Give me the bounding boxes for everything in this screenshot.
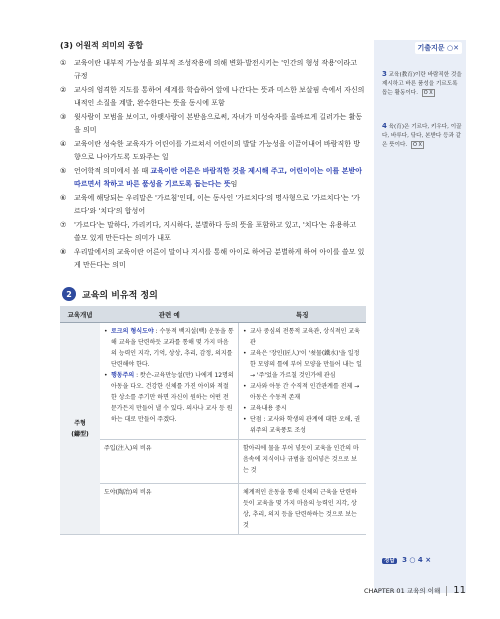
feature-item: • 교사 중심의 전통적 교육관, 상식적인 교육관 [243,326,362,348]
sidebar-header [415,42,462,54]
list-item [60,138,365,164]
answer-tag: 정답 [384,558,395,564]
feature-text: 교사 중심의 전통적 교육관, 상식적인 교육관 [250,328,360,346]
item-text: 교육이란 내부적 가능성을 외부적 조성작용에 의해 변화·발전시키는 '인간의 형성 작용'이라고 규정 [74,59,358,80]
item-number: ③ [60,113,67,121]
ox-checkbox[interactable]: O X [412,142,422,148]
answer-text: 3 ○ 4 × [402,556,432,564]
item-text: 윗사람이 모범을 보이고, 아랫사람이 본받음으로써, 자녀가 미성숙자를 올바르게 길러가는 활동을 의미 [74,113,363,134]
chapter-label: CHAPTER 01 [363,586,405,595]
example-text: : 왓슨-교육만능설(만) 나에게 12명의 아동을 다오. 건강한 신체를 가진 아이와 적절한 상소를 주기만 하면 자신이 원하는 어떤 전문가든지 만들어 낼 수 있다. 의사나 교사 등 원하는 대로 만들어 주겠다. [111,372,234,423]
example-text: : 수동적 백지설(백) 운동을 통해 교육을 단련하듯 교과를 통해 몇 가지 마음의 능력인 지각, 기억, 상상, 추리, 감정, 의지를 단련해야 한다. [111,328,234,368]
item-number: ⑦ [60,221,67,229]
list-item [60,111,365,137]
item-number: ④ [60,140,67,148]
item-number: ② [60,86,67,94]
page-number: 11 [453,585,466,596]
feature-item: • 교육내용 중시 [243,405,287,412]
example-cell: 주입(注入)의 비유 [100,440,239,484]
main-content [60,40,365,273]
list-item [60,165,365,191]
heading-number-badge: 2 [62,287,76,301]
feature-text: 교육내용 중시 [250,405,287,412]
item-text [74,165,365,191]
table-row [60,484,366,535]
example-item: • 로크의 형식도야 : 수동적 백지설(백) 운동을 통해 교육을 단련하듯 교과를 통해 몇 가지 마음의 능력인 지각, 기억, 상상, 추리, 감정, 의지를 단련해야 한다. [104,328,234,368]
feature-cell: 체계적인 운동을 통해 신체의 근육을 단련하듯이 교육을 몇 가지 마음의 능력인 지각, 상상, 추리, 의지 등을 단련하하는 것으로 보는 것 [239,484,367,535]
heading-title: 교육의 비유적 정의 [82,290,158,301]
item-number: ⑤ [60,167,67,175]
item-number: ⑥ [60,194,67,202]
example-item: • 행동주의 : 왓슨-교육만능설(만) 나에게 12명의 아동을 다오. 건강한 신체를 가진 아이와 적절한 상소를 주기만 하면 자신이 원하는 어떤 전문가든지 만들어 낼 수 있다. 의사나 교사 등 원하는 대로 만들어 주겠다. [104,372,234,423]
list-item [60,57,365,83]
section-heading [62,287,158,301]
sidebar-item-text: 육(育)은 기르다, 키우다, 이끌다, 바루다, 닦다, 본받다 등과 같은 뜻이다. [382,124,462,148]
table-row [60,440,366,484]
sidebar-item-text: 교육(教育)이란 바람직한 것을 제시하고 바른 품성을 기르도록 돕는 활동이다. [382,72,462,96]
list-item [60,84,365,110]
item-number: ① [60,59,67,67]
table-header: 특징 [239,306,367,323]
list-item [60,246,365,272]
list-item [60,219,365,245]
item-text: '가르다'는 말하다, 가리키다, 지시하다, 분별하다 등의 뜻을 포함하고 있고, '치다'는 유용하고 쓸모 있게 만든다는 의미가 내포 [74,221,357,242]
table-row [60,323,366,440]
features-cell [239,323,367,440]
section-title: (3) 어원적 의미의 종합 [60,41,144,50]
item-text-post: 임 [230,180,238,188]
table-header-row [60,306,366,323]
page-footer [364,585,466,596]
feature-cell: 함아리에 물을 부어 넣듯이 교육을 인간의 마음속에 지식이나 규범을 집어넣은 것으로 보는 것 [239,440,367,484]
item-number: ⑧ [60,248,67,256]
ox-icon: ○✕ [447,44,459,52]
feature-item: • 교육은 '장인(匠人)'이 '쇳물(鐵水)'을 일정한 모양의 틀에 부어 모양을 만들어 내는 일 → '주'었을 가르칠 것인가에 관심 [243,350,362,379]
list-item [60,192,365,218]
divider [446,586,447,596]
item-text-pre: 언어학적 의미에서 볼 때 [74,167,151,175]
examples-cell [100,323,239,440]
feature-item: • 단점 : 교사와 학생의 관계에 대한 오해, 권위주의 교육풍토 조성 [243,416,361,434]
sidebar-item-number: 4 [382,122,387,130]
sidebar-header-label: 기출지문 [417,44,445,52]
item-text: 교육이란 성숙한 교육자가 어린이를 가르쳐서 어린이의 발달 가능성을 이끌어내어 바람직한 방향으로 나아가도록 도와주는 일 [74,140,360,161]
ox-checkbox[interactable]: O X [423,90,433,96]
definition-table [60,306,366,535]
sidebar-panel [374,40,466,593]
sidebar-item [382,122,464,150]
item-text: 교육에 해당되는 우리말은 '가르침'인데, 이는 동사인 '가르치다'의 명사형으로 '가르치다'는 '가르다'와 '치다'의 합성어 [74,194,360,215]
table-header: 교육개념 [60,306,100,323]
category-cell: 주형 (鑄型) [60,323,100,535]
feature-text: 교육은 '장인(匠人)'이 '쇳물(鐵水)'을 일정한 모양의 틀에 부어 모양을 만들어 내는 일 → '주'었을 가르칠 것인가에 관심 [250,350,362,379]
chapter-title: 교육의 이해 [406,587,441,595]
table-header: 관련 예 [100,306,239,323]
feature-text: 교사와 아동 간 수직적 인간관계를 전제 → 아동은 수동적 존재 [250,383,360,401]
numbered-list [60,57,365,272]
highlighted-text: 교육이란 어른은 바람직한 것을 제시해 주고, 어린이이는 이를 본받아 따르면서 착하고 바른 품성을 기르도록 돕는다는 뜻 [74,167,363,188]
example-title: 행동주의 [111,372,135,379]
answer-key [382,556,431,564]
example-cell: 도야(陶冶)의 비유 [100,484,239,535]
feature-text: 단점 : 교사와 학생의 관계에 대한 오해, 권위주의 교육풍토 조성 [250,416,361,434]
example-title: 로크의 형식도야 [111,328,154,335]
item-text: 우리말에서의 교육이란 어른이 말이나 지시를 통해 아이로 하여금 분별하게 하여 아이를 쓸모 있게 만든다는 의미 [74,248,365,269]
item-text: 교사의 엄격한 지도를 통하여 세계를 학습하여 앞에 나간다는 뜻과 미스한 보살핌 속에서 자신의 내적인 소질을 계발, 완수한다는 뜻을 동시에 포함 [74,86,365,107]
feature-item: • 교사와 아동 간 수직적 인간관계를 전제 → 아동은 수동적 존재 [243,381,362,403]
sidebar-item [382,70,464,98]
sidebar-item-number: 3 [382,70,387,78]
